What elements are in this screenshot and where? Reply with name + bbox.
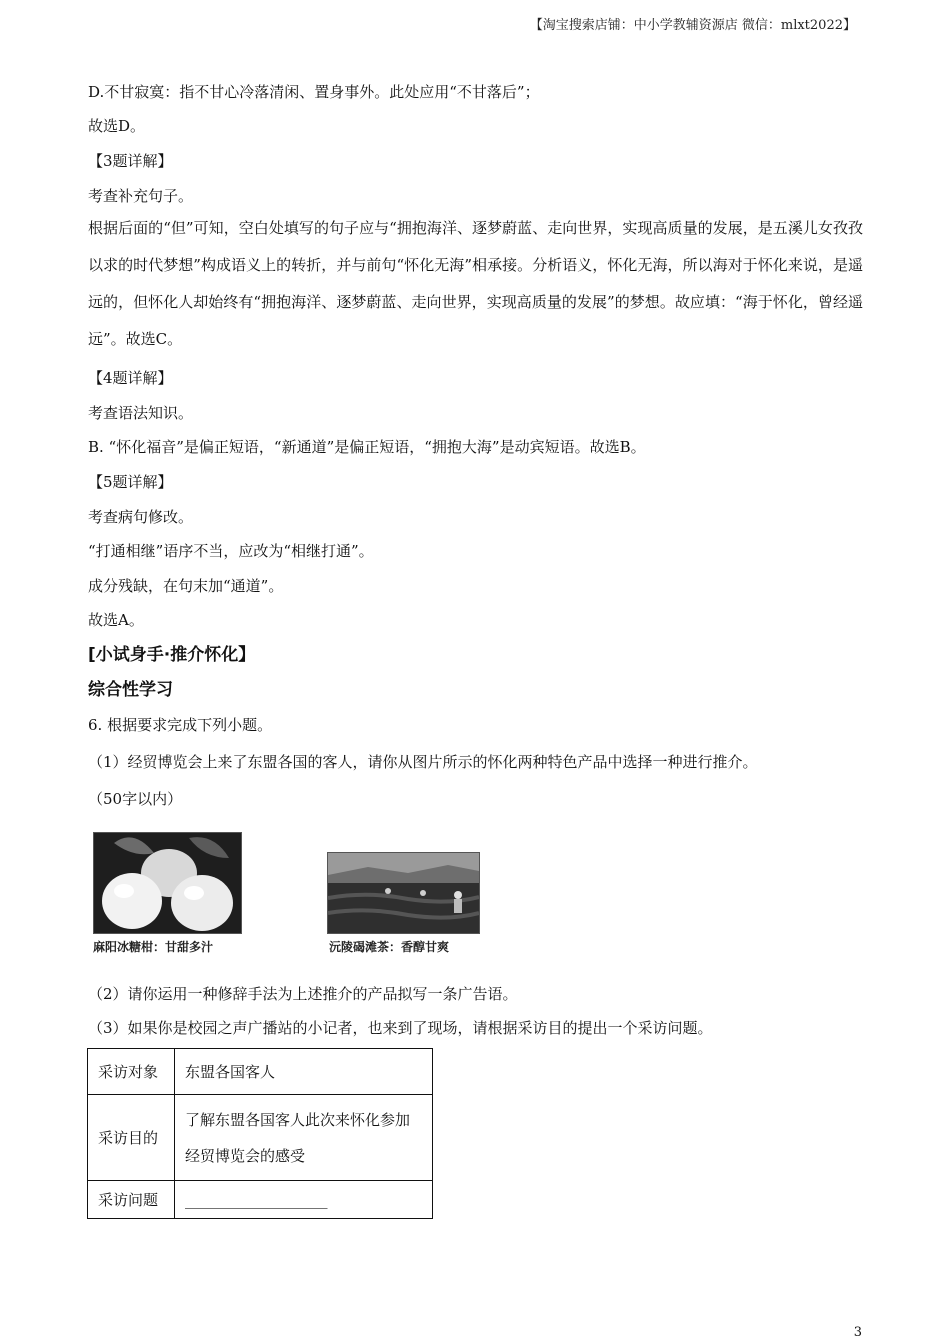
- tea-field-photo: [327, 852, 480, 934]
- q5-heading: 【5题详解】: [88, 473, 173, 491]
- interview-table: [87, 1048, 433, 1219]
- header-banner: 【淘宝搜索店铺：中小学教辅资源店 微信：mlxt2022】: [529, 18, 856, 33]
- orange-caption: 麻阳冰糖柑：甘甜多汁: [93, 940, 214, 954]
- question-6-part-1: （1）经贸博览会上来了东盟各国的客人，请你从图片所示的怀化两种特色产品中选择一种进行推介。: [88, 753, 758, 771]
- question-6-part-1-limit: （50字以内）: [88, 790, 183, 808]
- answer-line: 故选D。: [88, 117, 146, 135]
- question-6-part-3: （3）如果你是校园之声广播站的小记者，也来到了现场，请根据采访目的提出一个采访问题。: [88, 1019, 713, 1037]
- q3-explanation-paragraph: 根据后面的“但”可知，空白处填写的句子应与“拥抱海洋、逐梦蔚蓝、走向世界，实现高质量的发展，是五溪儿女孜孜以求的时代梦想”构成语义上的转折，并与前句“怀化无海”相承接。分析语义，怀化无海，所以海对于怀化来说，是遥远的，但怀化人却始终有“拥抱海洋、逐梦蔚蓝、走向世界，实现高质量的发展”的梦想。故应填：“海于怀化，曾经遥远”。故选C。: [88, 219, 863, 348]
- table-value: 了解东盟各国客人此次来怀化参加经贸博览会的感受: [175, 1095, 433, 1181]
- table-row: [88, 1095, 433, 1181]
- answer-blank[interactable]: ___________________: [175, 1181, 433, 1219]
- q4-topic: 考查语法知识。: [88, 404, 194, 422]
- table-label: 采访对象: [88, 1049, 175, 1095]
- table-row: [88, 1181, 433, 1219]
- table-row: [88, 1049, 433, 1095]
- q4-heading: 【4题详解】: [88, 369, 173, 387]
- subsection-title: 综合性学习: [88, 680, 173, 700]
- question-6: 6. 根据要求完成下列小题。: [88, 716, 273, 734]
- q4-explanation: B. “怀化福音”是偏正短语，“新通道”是偏正短语，“拥抱大海”是动宾短语。故选B。: [88, 438, 646, 456]
- section-title: [小试身手·推介怀化】: [88, 645, 256, 665]
- q3-heading: 【3题详解】: [88, 152, 173, 170]
- tea-field-illustration: [328, 853, 479, 933]
- table-value: 东盟各国客人: [175, 1049, 433, 1095]
- tea-caption: 沅陵碣滩茶：香醇甘爽: [329, 940, 450, 954]
- orange-illustration: [94, 833, 241, 933]
- question-6-part-2: （2）请你运用一种修辞手法为上述推介的产品拟写一条广告语。: [88, 985, 518, 1003]
- page-number: 3: [853, 1325, 862, 1340]
- q5-answer: 故选A。: [88, 611, 144, 629]
- option-d-explanation: D.不甘寂寞：指不甘心冷落清闲、置身事外。此处应用“不甘落后”；: [88, 83, 540, 101]
- orange-photo: [93, 832, 242, 934]
- table-label: 采访目的: [88, 1095, 175, 1181]
- q5-explanation-2: 成分残缺，在句末加“通道”。: [88, 577, 284, 595]
- q5-explanation-1: “打通相继”语序不当，应改为“相继打通”。: [88, 542, 374, 560]
- q5-topic: 考查病句修改。: [88, 508, 194, 526]
- q3-topic: 考查补充句子。: [88, 187, 194, 205]
- table-label: 采访问题: [88, 1181, 175, 1219]
